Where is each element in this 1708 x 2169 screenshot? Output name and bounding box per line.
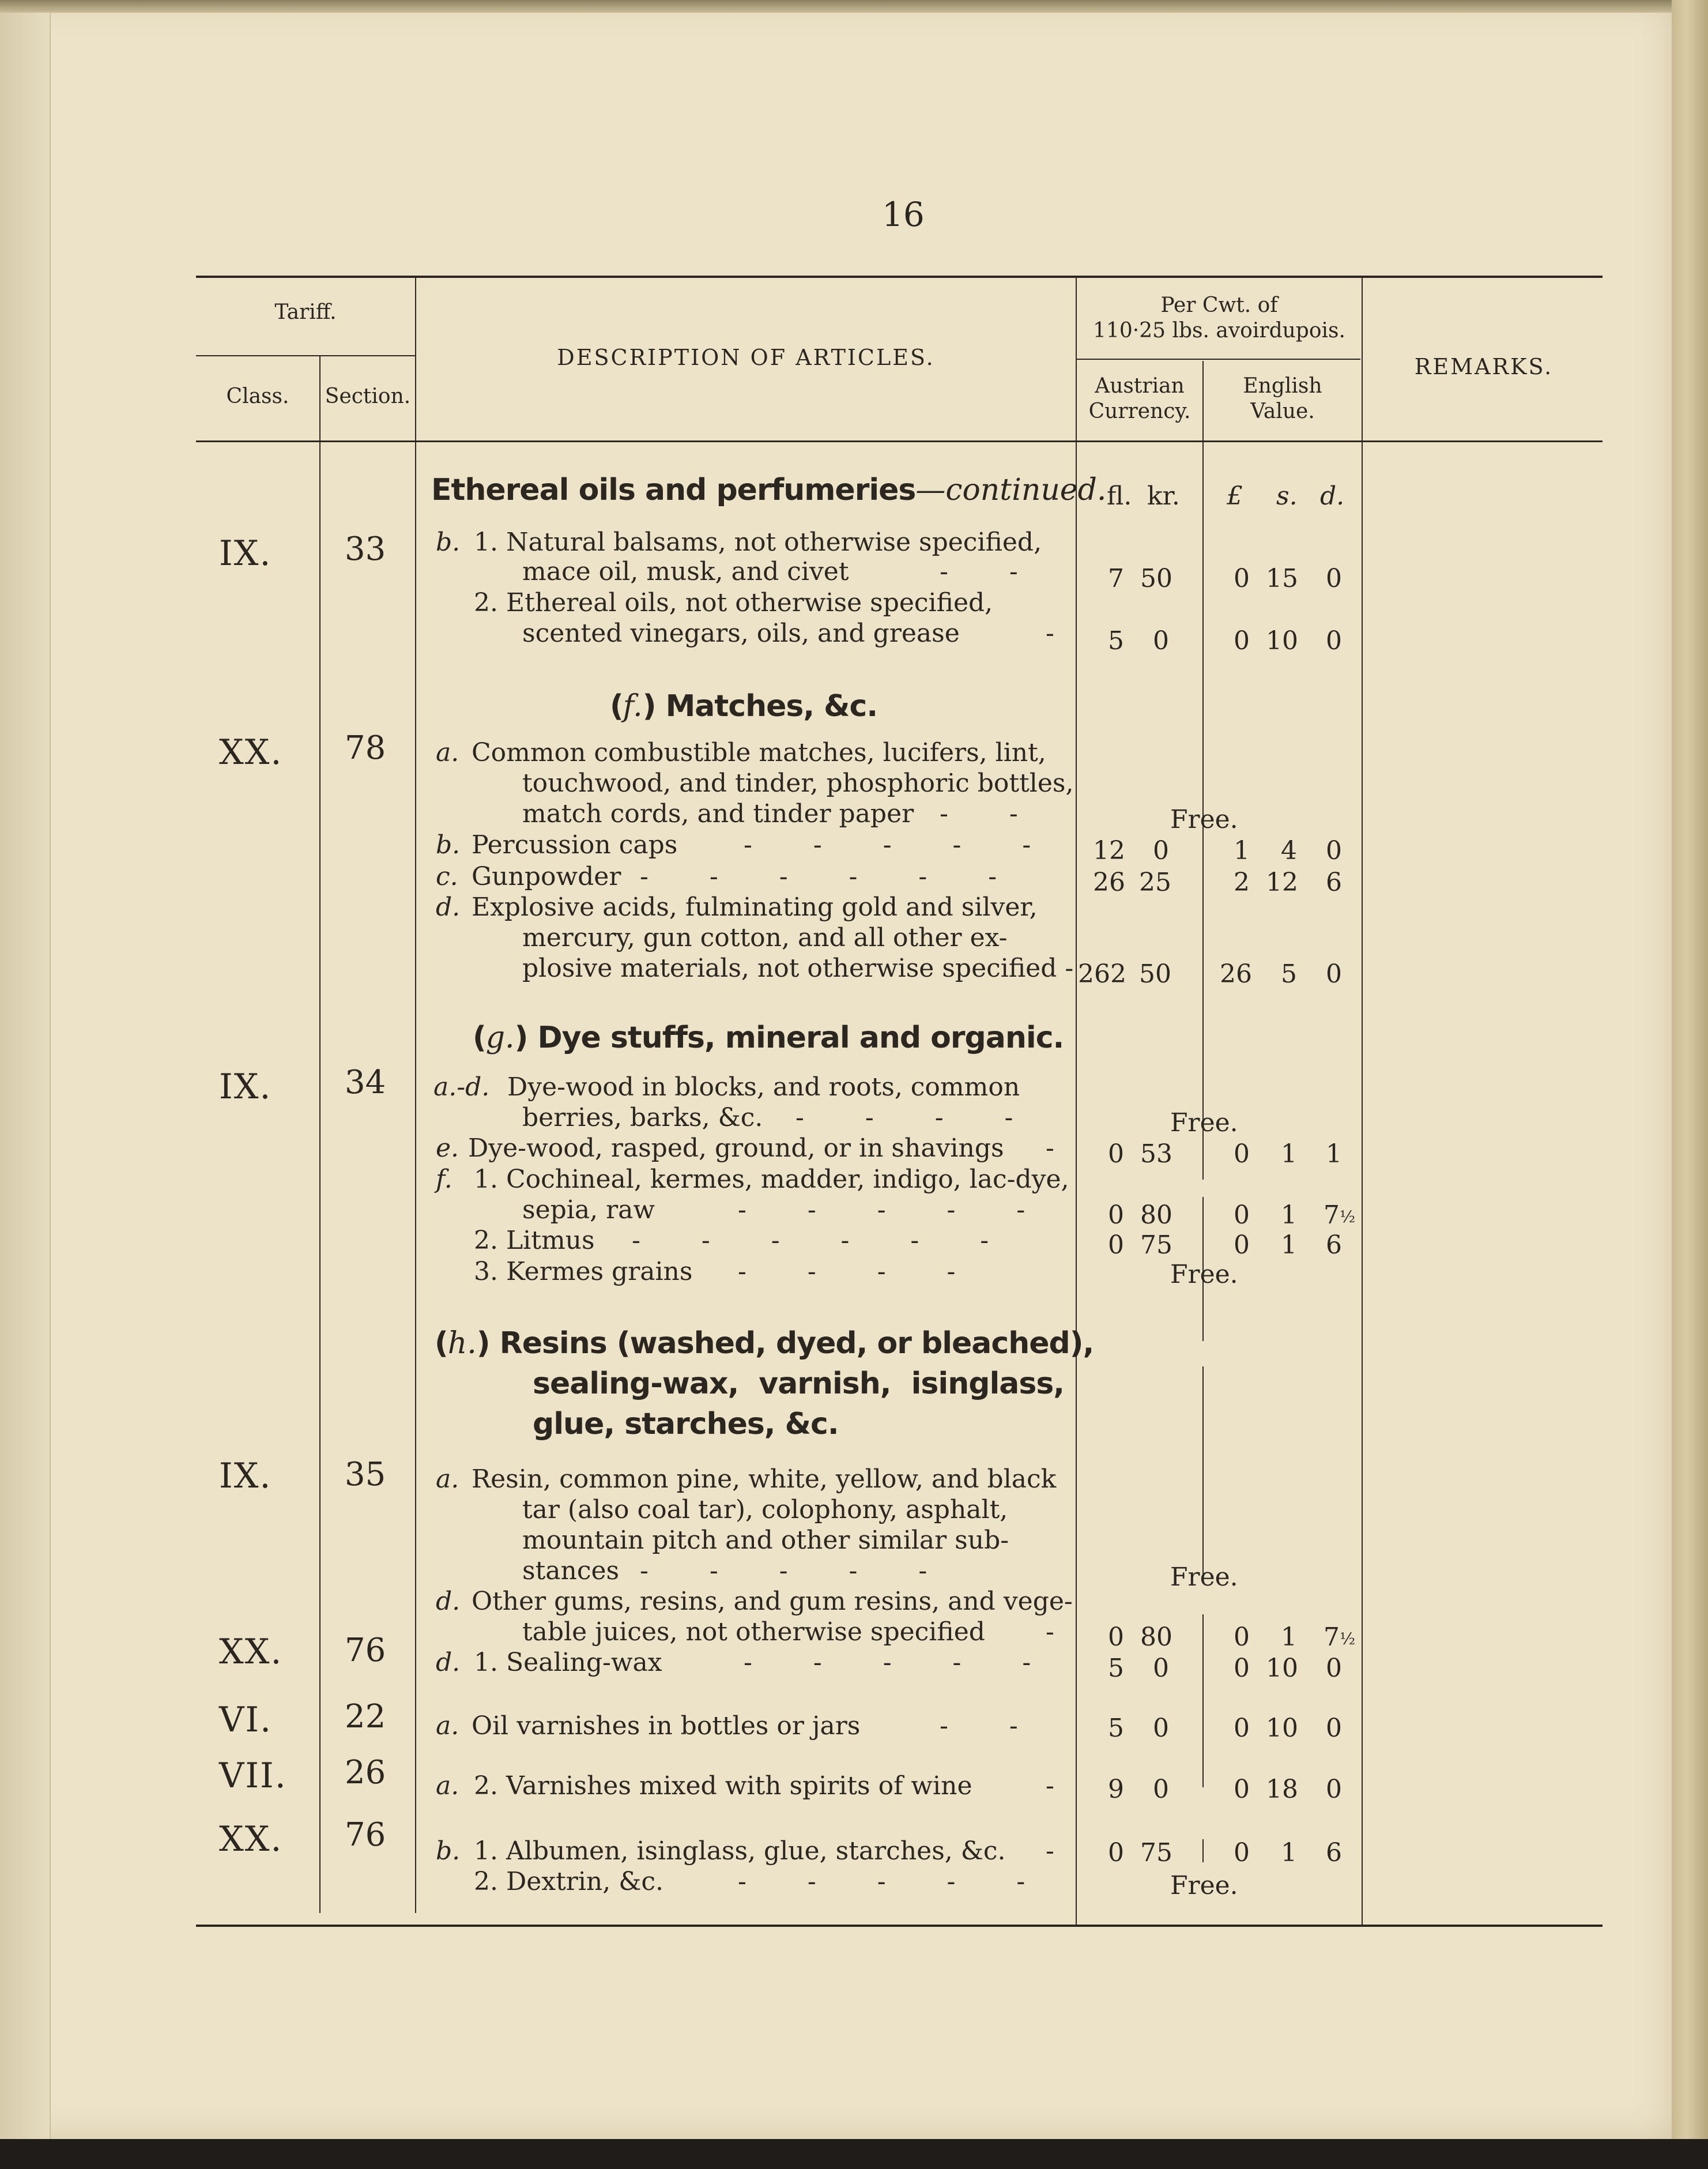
value-pound: 0 xyxy=(1234,564,1250,593)
value-s: 1 xyxy=(1281,1622,1297,1652)
item-letter: d. xyxy=(436,893,461,922)
value-s: 12 xyxy=(1266,868,1298,897)
value-d: 0 xyxy=(1326,626,1342,656)
header-description: DESCRIPTION OF ARTICLES. xyxy=(557,345,935,370)
value-d: 6 xyxy=(1326,1838,1342,1867)
section-heading-dye: (g.) Dye stuffs, mineral and organic. xyxy=(473,1021,1064,1055)
class-cell: IX. xyxy=(219,533,272,574)
currency-divider-4 xyxy=(1202,1614,1204,1787)
item-text: 2. Ethereal oils, not otherwise specified, xyxy=(474,588,993,617)
item-letter: d. xyxy=(436,1587,461,1616)
value-s: 1 xyxy=(1281,1200,1297,1230)
item-text: 1. Cochineal, kermes, madder, indigo, lac-dye, xyxy=(474,1165,1069,1194)
value-kr: 50 xyxy=(1140,564,1172,593)
header-austrian-1: Austrian xyxy=(1095,374,1185,398)
value-kr: 53 xyxy=(1140,1139,1172,1169)
value-kr: 75 xyxy=(1140,1838,1172,1867)
leader-dashes: - xyxy=(1046,1771,1081,1801)
value-pound: 2 xyxy=(1234,868,1250,897)
value-s: 1 xyxy=(1281,1230,1297,1260)
value-fl: 0 xyxy=(1108,1200,1124,1230)
header-per-cwt-1: Per Cwt. of xyxy=(1160,293,1278,317)
item-text: 2. Dextrin, &c. xyxy=(474,1867,663,1896)
item-letter: d. xyxy=(436,1648,461,1677)
value-d: 6 xyxy=(1326,1230,1342,1260)
item-text: plosive materials, not otherwise specified - xyxy=(522,954,1074,983)
value-kr: 25 xyxy=(1139,868,1171,897)
bottom-edge xyxy=(0,2139,1708,2169)
leader-dashes: - - - - - - xyxy=(632,1226,1016,1255)
leader-dashes: - - xyxy=(940,1711,1045,1741)
unit-s: s. xyxy=(1276,481,1298,511)
value-s: 10 xyxy=(1266,626,1298,656)
item-text: 1. Sealing-wax xyxy=(474,1648,662,1677)
leader-dashes: - xyxy=(1046,1836,1081,1866)
header-tariff: Tariff. xyxy=(274,300,337,324)
left-edge xyxy=(0,13,51,2139)
value-s: 1 xyxy=(1281,1838,1297,1867)
item-text: Percussion caps xyxy=(472,830,678,860)
value-kr: 80 xyxy=(1140,1622,1172,1652)
value-d: 1 xyxy=(1326,1139,1342,1169)
item-letter: b. xyxy=(436,830,461,860)
item-text: Dye-wood, rasped, ground, or in shavings xyxy=(468,1134,1004,1163)
free-label: Free. xyxy=(1170,805,1238,834)
value-d: 0 xyxy=(1326,1714,1342,1743)
value-s: 18 xyxy=(1266,1775,1298,1804)
free-label: Free. xyxy=(1170,1260,1238,1289)
value-d: 7½ xyxy=(1324,1200,1356,1230)
item-text: stances xyxy=(522,1556,620,1586)
value-fl: 5 xyxy=(1108,1654,1124,1683)
class-section-divider xyxy=(319,356,321,1913)
item-letter: f. xyxy=(436,1165,453,1194)
leader-dashes: - - - - - xyxy=(744,1648,1058,1677)
item-text: Common combustible matches, lucifers, lint, xyxy=(472,738,1046,767)
value-fl: 12 xyxy=(1093,836,1125,865)
value-s: 10 xyxy=(1266,1654,1298,1683)
class-cell: IX. xyxy=(219,1456,272,1496)
item-text: sepia, raw xyxy=(522,1195,655,1225)
leader-dashes: - - - - - xyxy=(640,1556,954,1586)
value-s: 4 xyxy=(1281,836,1297,865)
free-label: Free. xyxy=(1170,1108,1238,1138)
value-d: 6 xyxy=(1326,868,1342,897)
item-text: Resin, common pine, white, yellow, and black xyxy=(472,1464,1057,1494)
item-text: Dye-wood in blocks, and roots, common xyxy=(507,1072,1020,1102)
value-pound: 26 xyxy=(1220,959,1252,989)
table-top-rule xyxy=(196,276,1603,278)
value-fl: 7 xyxy=(1108,564,1124,593)
free-label: Free. xyxy=(1170,1562,1238,1592)
value-d: 0 xyxy=(1326,1654,1342,1683)
leader-dashes: - - - - - xyxy=(738,1867,1052,1896)
item-text: berries, barks, &c. xyxy=(522,1103,763,1132)
leader-dashes: - - - - xyxy=(795,1103,1040,1132)
item-letter: e. xyxy=(436,1134,459,1163)
value-fl: 9 xyxy=(1108,1775,1124,1804)
header-section: Section. xyxy=(325,385,411,408)
class-cell: IX. xyxy=(219,1067,272,1107)
unit-d: d. xyxy=(1320,481,1345,511)
section-cell: 33 xyxy=(345,530,386,568)
value-kr: 80 xyxy=(1140,1200,1172,1230)
leader-dashes: - - xyxy=(940,799,1045,829)
item-text: mountain pitch and other similar sub- xyxy=(522,1526,1009,1555)
item-text: 2. Litmus xyxy=(474,1226,595,1255)
item-text: touchwood, and tinder, phosphoric bottles, xyxy=(522,769,1074,798)
section-cell: 76 xyxy=(345,1632,386,1669)
value-kr: 0 xyxy=(1153,1714,1169,1743)
value-s: 10 xyxy=(1266,1714,1298,1743)
value-d: 0 xyxy=(1326,564,1342,593)
item-text: mercury, gun cotton, and all other ex- xyxy=(522,923,1008,952)
desc-value-divider xyxy=(1076,278,1077,1925)
value-pound: 0 xyxy=(1234,1139,1250,1169)
section-cell: 76 xyxy=(345,1816,386,1854)
item-letter: a. xyxy=(436,1464,459,1494)
item-text: Gunpowder xyxy=(472,862,621,891)
header-english-1: English xyxy=(1243,374,1322,398)
header-remarks: REMARKS. xyxy=(1414,354,1554,379)
item-text: Explosive acids, fulminating gold and silver, xyxy=(472,893,1038,922)
value-pound: 1 xyxy=(1234,836,1250,865)
leader-dashes: - - xyxy=(940,557,1045,586)
section-heading-resins-2: sealing-wax, varnish, isinglass, xyxy=(533,1366,1065,1401)
value-fl: 262 xyxy=(1078,959,1126,989)
item-letter: a.-d. xyxy=(433,1072,490,1102)
value-kr: 0 xyxy=(1153,1654,1169,1683)
item-letter: c. xyxy=(436,862,458,891)
item-text: table juices, not otherwise specified xyxy=(522,1617,985,1647)
item-text: Oil varnishes in bottles or jars xyxy=(472,1711,861,1741)
value-d: 7½ xyxy=(1324,1622,1356,1652)
item-text: 2. Varnishes mixed with spirits of wine xyxy=(474,1771,972,1801)
top-edge xyxy=(0,0,1672,13)
per-cwt-rule xyxy=(1077,359,1360,360)
right-edge xyxy=(1672,0,1708,2169)
header-english-2: Value. xyxy=(1250,400,1315,423)
value-kr: 0 xyxy=(1153,1775,1169,1804)
item-text: 1. Natural balsams, not otherwise specified, xyxy=(474,528,1042,557)
value-fl: 0 xyxy=(1108,1622,1124,1652)
value-fl: 26 xyxy=(1093,868,1125,897)
value-pound: 0 xyxy=(1234,1775,1250,1804)
section-heading-matches: (f.) Matches, &c. xyxy=(610,689,878,724)
section-cell: 34 xyxy=(345,1064,386,1101)
header-bottom-rule xyxy=(196,440,1603,442)
item-text: tar (also coal tar), colophony, asphalt, xyxy=(522,1495,1008,1524)
leader-dashes: - - - - - xyxy=(738,1195,1052,1225)
class-cell: VI. xyxy=(219,1700,273,1740)
value-kr: 50 xyxy=(1139,959,1171,989)
header-class: Class. xyxy=(226,385,289,408)
value-fl: 0 xyxy=(1108,1230,1124,1260)
item-text: match cords, and tinder paper xyxy=(522,799,914,829)
currency-divider-1 xyxy=(1202,361,1204,1180)
leader-dashes: - - - - - xyxy=(744,830,1058,860)
value-s: 15 xyxy=(1266,564,1298,593)
value-pound: 0 xyxy=(1234,1714,1250,1743)
section-cell: 26 xyxy=(345,1754,386,1791)
item-letter: b. xyxy=(436,1836,461,1866)
value-pound: 0 xyxy=(1234,1838,1250,1867)
page-number: 16 xyxy=(882,195,925,234)
value-d: 0 xyxy=(1326,1775,1342,1804)
value-fl: 0 xyxy=(1108,1838,1124,1867)
section-cell: 22 xyxy=(345,1698,386,1735)
value-kr: 0 xyxy=(1153,836,1169,865)
leader-dashes: - xyxy=(1046,619,1081,648)
item-text: 1. Albumen, isinglass, glue, starches, &c. xyxy=(474,1836,1006,1866)
item-text: mace oil, musk, and civet xyxy=(522,557,849,586)
free-label: Free. xyxy=(1170,1871,1238,1900)
section-cell: 78 xyxy=(345,729,386,767)
section-desc-divider xyxy=(415,278,416,1913)
header-austrian-2: Currency. xyxy=(1088,400,1191,423)
leader-dashes: - xyxy=(1046,1134,1081,1163)
unit-fl: fl. xyxy=(1107,481,1132,511)
item-text: 3. Kermes grains xyxy=(474,1257,693,1286)
item-letter: a. xyxy=(436,1711,459,1741)
value-kr: 75 xyxy=(1140,1230,1172,1260)
section-heading-resins-3: glue, starches, &c. xyxy=(533,1407,839,1441)
item-text: scented vinegars, oils, and grease xyxy=(522,619,960,648)
value-kr: 0 xyxy=(1153,626,1169,656)
section-heading-resins: (h.) Resins (washed, dyed, or bleached), xyxy=(435,1326,1094,1361)
value-d: 0 xyxy=(1326,836,1342,865)
item-letter: b. xyxy=(436,528,461,557)
leader-dashes: - - - - xyxy=(738,1257,982,1286)
value-s: 5 xyxy=(1281,959,1297,989)
leader-dashes: - xyxy=(1046,1617,1081,1647)
value-fl: 5 xyxy=(1108,1714,1124,1743)
header-per-cwt-2: 110·25 lbs. avoirdupois. xyxy=(1093,319,1345,342)
class-cell: XX. xyxy=(219,1632,283,1672)
value-fl: 5 xyxy=(1108,626,1124,656)
class-cell: XX. xyxy=(219,1819,283,1859)
value-pound: 0 xyxy=(1234,1200,1250,1230)
value-pound: 0 xyxy=(1234,1654,1250,1683)
class-cell: XX. xyxy=(219,732,283,773)
item-text: Other gums, resins, and gum resins, and vege- xyxy=(472,1587,1073,1616)
unit-pound: £ xyxy=(1227,481,1243,511)
unit-kr: kr. xyxy=(1147,481,1180,511)
tariff-rule xyxy=(196,355,415,356)
item-letter: a. xyxy=(436,738,459,767)
section-cell: 35 xyxy=(345,1456,386,1493)
section-heading-ethereal: Ethereal oils and perfumeries—continued. xyxy=(431,473,1107,507)
leader-dashes: - - - - - - xyxy=(640,862,1024,891)
class-cell: VII. xyxy=(219,1756,287,1796)
item-letter: a. xyxy=(436,1771,459,1801)
value-pound: 0 xyxy=(1234,1230,1250,1260)
value-s: 1 xyxy=(1281,1139,1297,1169)
value-d: 0 xyxy=(1326,959,1342,989)
currency-divider-5 xyxy=(1202,1839,1204,1862)
currency-divider-3 xyxy=(1202,1366,1204,1574)
table-bottom-rule xyxy=(196,1925,1603,1927)
value-remarks-divider xyxy=(1362,278,1363,1925)
value-fl: 0 xyxy=(1108,1139,1124,1169)
value-pound: 0 xyxy=(1234,626,1250,656)
value-pound: 0 xyxy=(1234,1622,1250,1652)
